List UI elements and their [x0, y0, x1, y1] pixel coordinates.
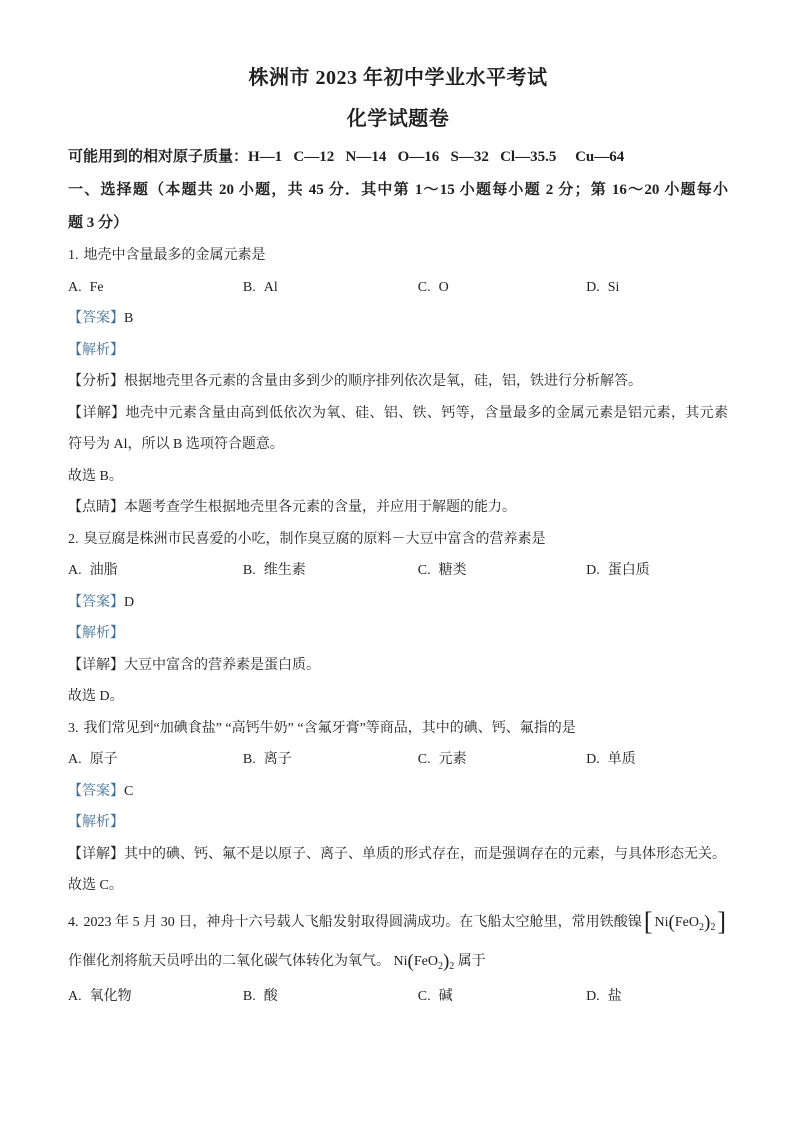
- question-stem-line1: [68, 902, 728, 942]
- guxuan-line: 故选 D。: [68, 689, 124, 704]
- question-2: [68, 524, 728, 713]
- section-heading-line2: 题 3 分）: [68, 215, 129, 231]
- right-bracket: ]: [717, 906, 726, 936]
- section-heading-line1: 一、选择题（本题共 20 小题，共 45 分．其中第 1～15 小题每小题 2 分；第 16～20 小题每小: [68, 182, 728, 198]
- page-title: 株洲市 2023 年初中学业水平考试: [248, 67, 548, 89]
- option-c: C. 糖类: [417, 563, 467, 578]
- element-symbol: Ni: [654, 914, 669, 930]
- answer-line: [68, 776, 728, 808]
- option-a: A. 油脂: [68, 563, 118, 578]
- inner-subscript: 2: [699, 921, 704, 933]
- answer-label: 【答案】: [68, 594, 124, 610]
- option-c: C. 元素: [417, 752, 467, 767]
- xiangjie-paragraph-line1: 【详解】地壳中元素含量由高到低依次为氧、硅、铝、铁、钙等，含量最多的金属元素是铝元素，其元素: [68, 405, 729, 421]
- outer-subscript: 2: [710, 921, 716, 933]
- xiangjie-paragraph: 【详解】其中的碘、钙、氟不是以原子、离子、单质的形式存在，而是强调存在的元素，与具体形态无关。: [68, 846, 726, 862]
- options-row: [68, 981, 728, 1013]
- answer-line: [68, 587, 728, 619]
- question-stem-text: 我们常见到“加碘食盐” “高钙牛奶” “含氟牙膏”等商品，其中的碘、钙、氟指的是: [83, 720, 576, 736]
- option-a: A. 原子: [68, 752, 118, 767]
- options-row: [68, 272, 728, 304]
- question-stem-text: 地壳中含量最多的金属元素是: [83, 248, 266, 263]
- element-symbol: Ni: [393, 953, 408, 969]
- option-b: B. 离子: [242, 752, 292, 767]
- fenxi-paragraph: 【分析】根据地壳里各元素的含量由多到少的顺序排列依次是氧，硅，铝，铁进行分析解答。: [68, 374, 642, 389]
- xiangjie-label: 【详解】: [68, 657, 124, 673]
- answer-value: C: [124, 783, 134, 799]
- question-4: [68, 902, 728, 1013]
- question-stem: [68, 524, 728, 556]
- option-a: A. 氧化物: [68, 988, 132, 1004]
- question-stem-line2: 作催化剂将航天员呼出的二氧化碳气体转化为氧气。 $Ni(FeO_2)_2$ 属于: [68, 950, 486, 972]
- chem-formula-nickel-ferrite: [390, 950, 455, 972]
- jiexi-label: 【解析】: [68, 815, 124, 830]
- jiexi-line: [68, 807, 728, 839]
- option-b: B. 酸: [242, 988, 278, 1004]
- right-paren: ): [442, 950, 450, 972]
- right-paren: ): [704, 911, 711, 933]
- inner-subscript: 2: [437, 960, 443, 972]
- option-d: D. 蛋白质: [586, 563, 650, 578]
- guxuan-line: 故选 C。: [68, 878, 123, 893]
- option-c: C. O: [417, 279, 449, 295]
- dianjing-paragraph: 【点睛】本题考查学生根据地壳里各元素的含量，并应用于解题的能力。: [68, 500, 516, 515]
- group-symbol: FeO: [674, 914, 699, 930]
- dianjing-label: 【点睛】: [68, 500, 124, 515]
- option-c: C. 碱: [417, 988, 453, 1004]
- xiangjie-label: 【详解】: [68, 846, 124, 862]
- chem-formula-nickel-ferrite-bracketed: [642, 906, 728, 936]
- left-paren: (: [407, 950, 414, 972]
- page-subtitle: 化学试题卷: [346, 108, 450, 130]
- xiangjie-label: 【详解】: [68, 405, 126, 421]
- atomic-mass-note: 可能用到的相对原子质量：H—1 C—12 N—14 O—16 S—32 Cl—35.5 Cu—64: [68, 149, 625, 165]
- jiexi-line: [68, 335, 728, 367]
- question-3: [68, 713, 728, 902]
- fenxi-label: 【分析】: [68, 374, 124, 389]
- question-stem-text: 臭豆腐是株洲市民喜爱的小吃，制作臭豆腐的原料－大豆中富含的营养素是: [83, 531, 546, 547]
- answer-value: B: [124, 311, 134, 326]
- question-1: [68, 240, 728, 524]
- option-b: B. 维生素: [242, 563, 306, 578]
- option-b: B. Al: [242, 279, 278, 295]
- answer-value: D: [124, 594, 135, 610]
- option-d: D. 单质: [586, 752, 636, 767]
- answer-line: [68, 303, 728, 335]
- answer-label: 【答案】: [68, 783, 124, 799]
- xiangjie-paragraph: 【详解】大豆中富含的营养素是蛋白质。: [68, 657, 320, 673]
- group-symbol: FeO: [413, 953, 438, 969]
- left-bracket: [: [643, 906, 653, 936]
- options-row: [68, 744, 728, 776]
- jiexi-label: 【解析】: [68, 342, 124, 358]
- question-number: 3.: [68, 720, 79, 736]
- question-number: 4.: [68, 914, 79, 930]
- guxuan-line: 故选 B。: [68, 468, 123, 484]
- question-stem: [68, 713, 728, 745]
- question-number: 2.: [68, 531, 79, 547]
- option-a: A. Fe: [68, 279, 104, 295]
- answer-label: 【答案】: [68, 311, 124, 326]
- left-paren: (: [668, 911, 675, 933]
- question-number: 1.: [68, 248, 79, 263]
- jiexi-line: [68, 618, 728, 650]
- option-d: D. 盐: [586, 988, 622, 1004]
- question-stem: [68, 240, 728, 272]
- outer-subscript: 2: [449, 960, 455, 972]
- jiexi-label: 【解析】: [68, 626, 124, 641]
- question-stem-text: 2023 年 5 月 30 日，神舟十六号载人飞船发射取得圆满成功。在飞船太空舱里，常用铁酸镍: [83, 914, 642, 930]
- xiangjie-paragraph-line2: 符号为 Al，所以 B 选项符合题意。: [68, 437, 284, 452]
- options-row: [68, 555, 728, 587]
- option-d: D. Si: [586, 279, 620, 295]
